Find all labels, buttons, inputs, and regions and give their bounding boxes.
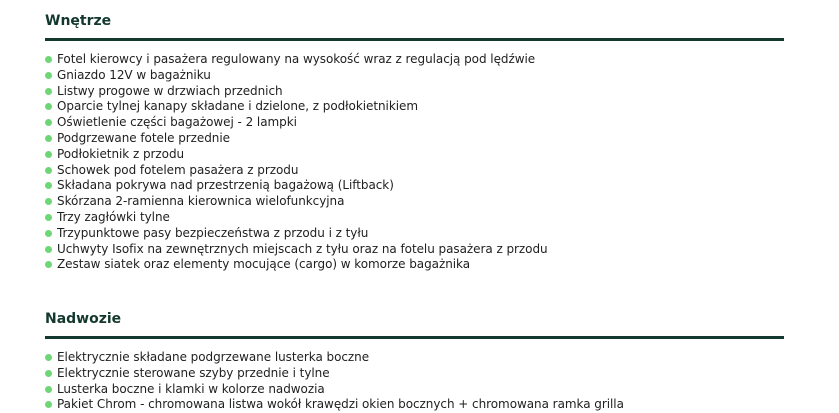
list-item [45,84,784,100]
section-title-interior: Wnętrze [45,13,112,29]
list-item-text: Lusterka boczne i klamki w kolorze nadwozia [57,381,325,396]
list-item [45,99,784,115]
list-item-text: Podgrzewane fotele przednie [57,130,230,145]
list-item [45,210,784,226]
section-divider [45,336,784,339]
section-interior [45,11,784,273]
list-item [45,68,784,84]
section-divider [45,38,784,41]
list-item-text: Gniazdo 12V w bagażniku [57,67,211,82]
list-item-text: Trzy zagłówki tylne [57,209,170,224]
list-item-text: Elektrycznie sterowane szyby przednie i tylne [57,365,330,380]
bullet-dot-icon [45,246,52,253]
section-body [45,309,784,413]
list-item-text: Schowek pod fotelem pasażera z przodu [57,162,299,177]
body-feature-list [45,350,784,413]
bullet-dot-icon [45,182,52,189]
list-item-text: Elektrycznie składane podgrzewane lusterka boczne [57,350,370,364]
list-item [45,163,784,179]
list-item-text: Podłokietnik z przodu [57,146,185,161]
list-item-text: Trzypunktowe pasy bezpieczeństwa z przodu i z tyłu [57,225,369,240]
list-item [45,147,784,163]
list-item [45,382,784,398]
bullet-dot-icon [45,214,52,221]
bullet-dot-icon [45,135,52,142]
bullet-dot-icon [45,401,52,408]
list-item-text: Składana pokrywa nad przestrzenią bagażową (Liftback) [57,178,394,193]
bullet-dot-icon [45,56,52,63]
list-item-text: Fotel kierowcy i pasażera regulowany na wysokość wraz z regulacją pod lędźwie [57,52,536,66]
bullet-dot-icon [45,151,52,158]
bullet-dot-icon [45,261,52,268]
list-item-text: Skórzana 2-ramienna kierownica wielofunkcyjna [57,194,345,209]
bullet-dot-icon [45,167,52,174]
bullet-dot-icon [45,88,52,95]
list-item [45,178,784,194]
list-item [45,52,784,68]
bullet-dot-icon [45,386,52,393]
list-item-text: Oparcie tylnej kanapy składane i dzielone, z podłokietnikiem [57,99,418,114]
list-item-text: Oświetlenie części bagażowej - 2 lampki [57,115,297,130]
list-item [45,115,784,131]
list-item [45,242,784,258]
list-item [45,366,784,382]
list-item [45,194,784,210]
list-item [45,257,784,273]
list-item [45,350,784,366]
bullet-dot-icon [45,354,52,361]
list-item-text: Pakiet Chrom - chromowana listwa wokół krawędzi okien bocznych + chromowana ramka grilla [57,397,624,412]
list-item [45,131,784,147]
section-title-body: Nadwozie [45,311,122,327]
list-item-text: Zestaw siatek oraz elementy mocujące (cargo) w komorze bagażnika [57,257,471,272]
list-item [45,226,784,242]
bullet-dot-icon [45,198,52,205]
list-item-text: Listwy progowe w drzwiach przednich [57,83,283,98]
bullet-dot-icon [45,72,52,79]
interior-feature-list [45,52,784,273]
bullet-dot-icon [45,370,52,377]
bullet-dot-icon [45,230,52,237]
bullet-dot-icon [45,103,52,110]
bullet-dot-icon [45,119,52,126]
list-item-text: Uchwyty Isofix na zewnętrznych miejscach z tyłu oraz na fotelu pasażera z przodu [57,241,548,256]
